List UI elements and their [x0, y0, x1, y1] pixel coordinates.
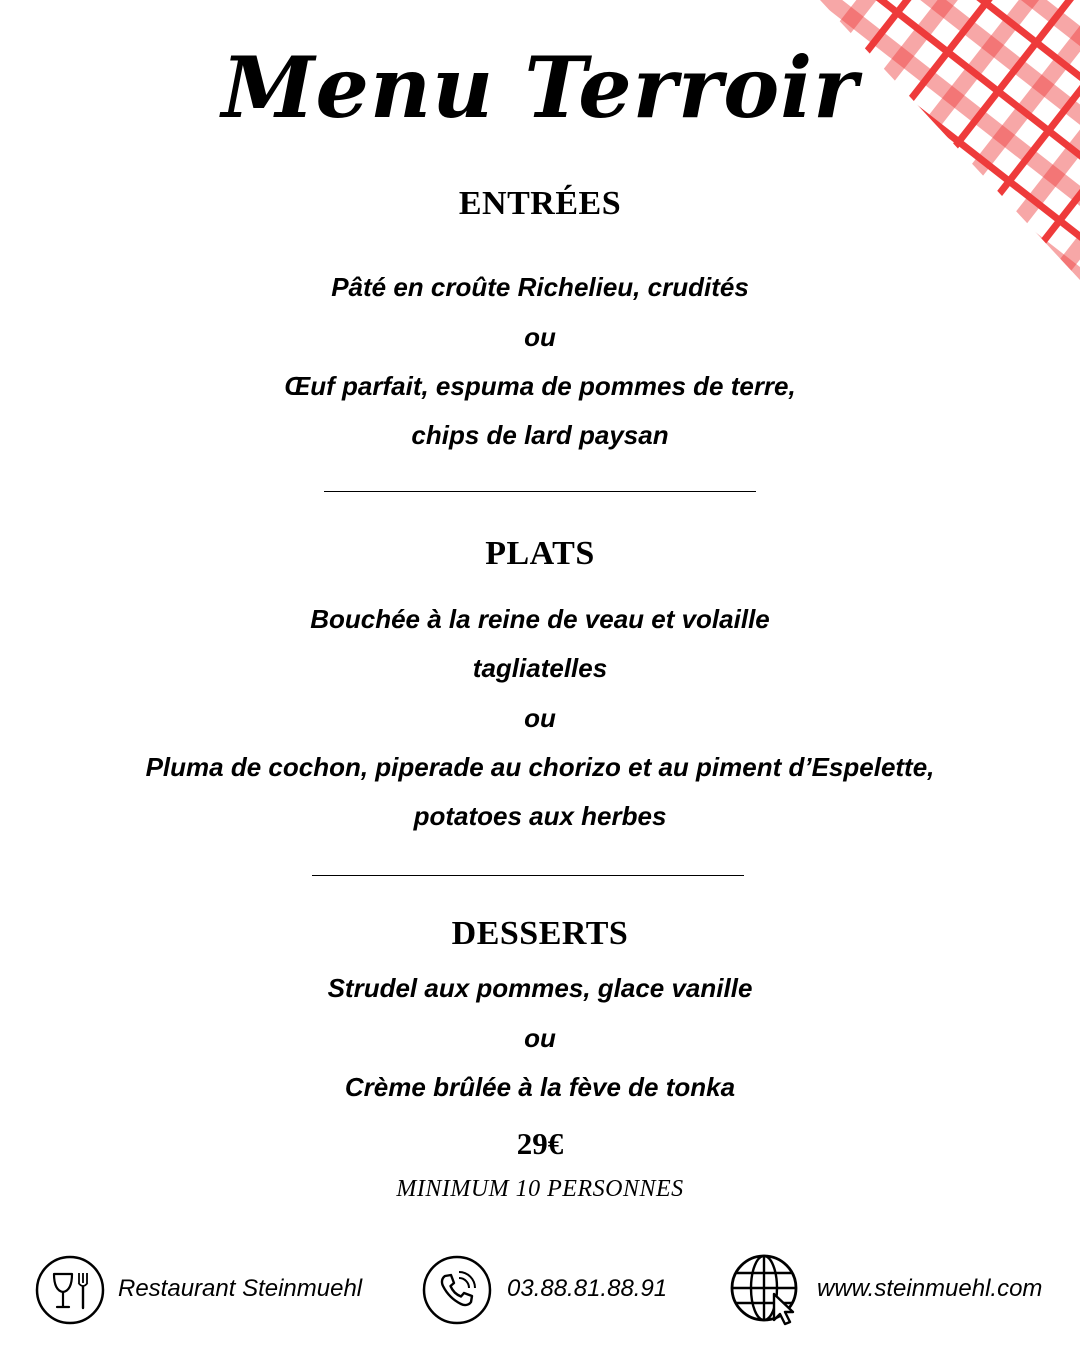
menu-separator-ou: ou [524, 1023, 556, 1053]
menu-item: Bouchée à la reine de veau et volaille [310, 604, 770, 634]
website-url[interactable]: www.steinmuehl.com [817, 1275, 1043, 1302]
menu-item: Pâté en croûte Richelieu, crudités [331, 272, 749, 302]
menu-item: Crème brûlée à la fève de tonka [344, 1072, 736, 1102]
section-heading-entrees: ENTRÉES [458, 185, 622, 222]
menu-item-continued: potatoes aux herbes [413, 801, 667, 831]
globe-cursor-icon [728, 1254, 800, 1326]
section-heading-plats: PLATS [485, 535, 595, 572]
menu-item: Œuf parfait, espuma de pommes de terre, [284, 371, 796, 401]
phone-icon [421, 1254, 493, 1326]
menu-item-continued: tagliatelles [472, 653, 608, 683]
menu-item: Strudel aux pommes, glace vanille [327, 973, 753, 1003]
section-heading-desserts: DESSERTS [451, 915, 629, 952]
section-divider [312, 875, 744, 876]
menu-title: Menu Terroir [221, 38, 859, 137]
menu-item: Pluma de cochon, piperade au chorizo et au piment d’Espelette, [145, 752, 935, 782]
section-divider [324, 491, 756, 492]
restaurant-name: Restaurant Steinmuehl [118, 1275, 363, 1302]
phone-number: 03.88.81.88.91 [507, 1275, 668, 1302]
cutlery-glass-icon [34, 1254, 106, 1326]
menu-separator-ou: ou [524, 322, 556, 352]
menu-separator-ou: ou [524, 703, 556, 733]
menu-price: 29€ [516, 1126, 564, 1161]
menu-item-continued: chips de lard paysan [411, 420, 669, 450]
minimum-persons-note: MINIMUM 10 PERSONNES [396, 1176, 684, 1202]
